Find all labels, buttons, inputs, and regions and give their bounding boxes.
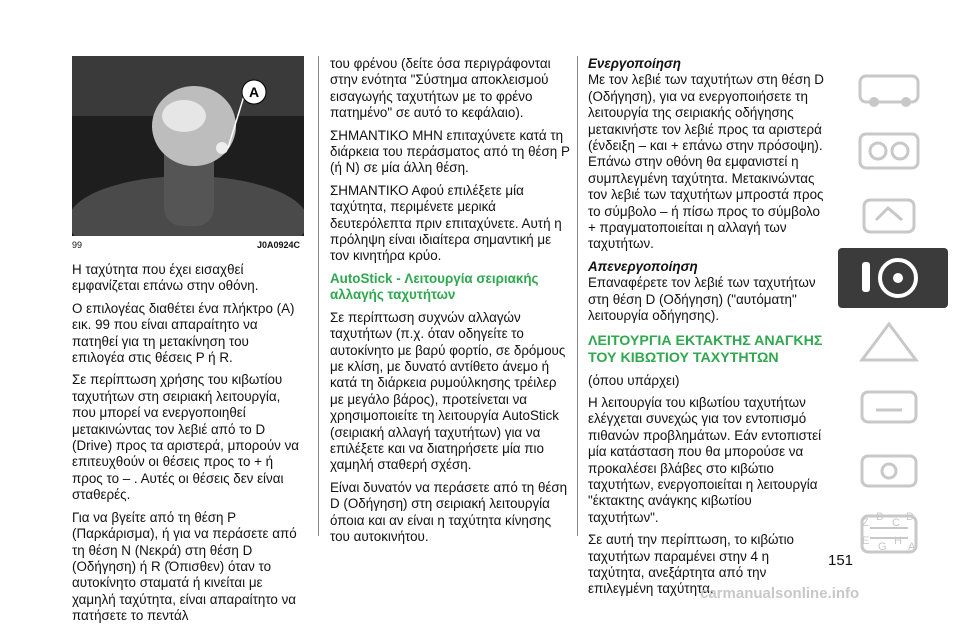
subheading: Απενεργοποίηση bbox=[588, 258, 698, 274]
index-icon bbox=[840, 504, 950, 564]
gear-selector-photo bbox=[72, 56, 304, 236]
paragraph: Σε περίπτωση συχνών αλλαγών ταχυτήτων (π.χ. όταν οδηγείτε το αυτοκίνητο με βαρύ φορτίο, σε δρόμους με κλίση, με δυνατό αντίθετο άνεμο ή κατά τη διάρκεια ρυμούλκησης τρέιλερ με μεγάλο βάρος), προτείνεται να χρησιμοποιείτε τη λειτουργία AutoStick (σειριακή αλλαγή ταχυτήτων) για να επιλέξετε και να διατηρήσετε μία πιο χαμηλή σταθερή σχέση. bbox=[330, 309, 566, 473]
tab-maintenance[interactable] bbox=[838, 440, 948, 500]
maintenance-icon bbox=[856, 446, 926, 494]
steering-wheel-icon bbox=[856, 254, 926, 302]
paragraph: Σε αυτή την περίπτωση, το κιβώτιο ταχυτήτων παραμένει στην 4 η ταχύτητα, ανεξάρτητα από την επιλεγμένη ταχύτητα. bbox=[588, 532, 795, 597]
warning-icon bbox=[856, 318, 926, 366]
paragraph: του φρένου (δείτε όσα περιγράφονται στην ενότητα "Σύστημα αποκλεισμού εισαγωγής ταχυτήτων με το φρένο πατημένο" σε αυτό το κεφάλαιο). bbox=[330, 56, 551, 121]
tab-starting-driving[interactable] bbox=[838, 248, 948, 308]
subheading: Ενεργοποίηση bbox=[588, 56, 681, 71]
column-divider bbox=[577, 56, 578, 536]
safety-icon bbox=[856, 190, 926, 238]
paragraph: (όπου υπάρχει) bbox=[588, 372, 680, 388]
paragraph: Είναι δυνατόν να περάσετε από τη θέση D (Οδήγηση) στη σειριακή λειτουργία όποια και αν είναι η ταχύτητα κίνησης του αυτοκινήτου. bbox=[330, 479, 568, 544]
paragraph: ΣΗΜΑΝΤΙΚΟ Αφού επιλέξετε μία ταχύτητα, περιμένετε μερικά δευτερόλεπτα πριν επιταχύνετε. Αυτή η πρόληψη είναι ιδιαίτερα σημαντική με τον κινητήρα κρύο. bbox=[330, 182, 562, 264]
figure-number: 99 bbox=[72, 240, 83, 250]
column-2 bbox=[330, 56, 570, 551]
car-icon bbox=[856, 62, 926, 110]
paragraph: Η λειτουργία του κιβωτίου ταχυτήτων ελέγχεται συνεχώς για τον εντοπισμό πιθανών προβλημάτων. Εάν εντοπιστεί μία κατάσταση που θα μπορούσε να προκαλέσει βλάβες στο κιβώτιο ταχυτήτων, ενεργοποιείται η λειτουργία "έκτακτης ανάγκης κιβωτίου ταχυτήτων". bbox=[588, 394, 822, 525]
paragraph: Η ταχύτητα που έχει εισαχθεί εμφανίζεται επάνω στην οθόνη. bbox=[72, 262, 259, 294]
index-letter: Z bbox=[862, 517, 869, 529]
tab-dashboard[interactable] bbox=[838, 120, 948, 180]
column-divider bbox=[318, 56, 319, 536]
dashboard-icon bbox=[856, 126, 926, 174]
tab-car-overview[interactable] bbox=[838, 56, 948, 116]
index-letter: E bbox=[862, 535, 870, 547]
paragraph: ΣΗΜΑΝΤΙΚΟ ΜΗΝ επιταχύνετε κατά τη διάρκεια του περάσματος από τη θέση P (ή N) σε μία άλλη θέση. bbox=[330, 127, 570, 176]
paragraph: Με τον λεβιέ των ταχυτήτων στη θέση D (Οδήγηση), για να ενεργοποιήσετε τη λειτουργία της σειριακής οδήγησης μετακινήστε τον λεβιέ προς τα αριστερά (ένδειξη – και + επάνω στην πρόσοψη). Επάνω στην οθόνη θα εμφανιστεί η συμπλεγμένη ταχύτητα. Μετακινώντας τον λεβιέ των ταχυτήτων μπροστά προς το σύμβολο – ή πίσω προς το σύμβολο + πραγματοποιείται η αλλαγή των ταχυτήτων. bbox=[588, 72, 824, 252]
index-letter: A bbox=[908, 541, 916, 553]
tab-index[interactable] bbox=[840, 504, 950, 564]
tab-warning-lights[interactable] bbox=[838, 312, 948, 372]
figure-code: J0A0924C bbox=[256, 240, 300, 250]
index-letter: C bbox=[892, 517, 900, 529]
callout-label: A bbox=[248, 84, 260, 100]
emergency-icon bbox=[856, 382, 926, 430]
section-heading: AutoStick - Λειτουργία σειριακής αλλαγής ταχυτήτων bbox=[330, 270, 539, 303]
paragraph: Σε περίπτωση χρήσης του κιβωτίου ταχυτήτων στη σειριακή λειτουργία, που μπορεί να ενεργοποιηθεί μετακινώντας τον λεβιέ από το D (Drive) προς τα αριστερά, μπορούν να επιτευχθούν οι θέσεις προς το + ή προς το – . Αυτές οι θέσεις δεν είναι σταθερές. bbox=[72, 372, 300, 503]
section-heading: ΛΕΙΤΟΥΡΓΙΑ ΕΚΤΑΚΤΗΣ ΑΝΑΓΚΗΣ ΤΟΥ ΚΙΒΩΤΙΟΥ ΤΑΧΥΤΗΤΩΝ bbox=[588, 332, 823, 366]
watermark: carmanualsonline.info bbox=[700, 585, 860, 602]
page-number: 151 bbox=[828, 552, 854, 569]
paragraph: Επαναφέρετε τον λεβιέ των ταχυτήτων στη θέση D (Οδήγηση) ("αυτόματη" λειτουργία οδήγησης). bbox=[588, 275, 816, 324]
column-1 bbox=[72, 262, 304, 631]
index-letter: B bbox=[876, 511, 884, 523]
index-letter: G bbox=[878, 541, 887, 553]
index-letter: D bbox=[906, 511, 914, 523]
tab-emergency[interactable] bbox=[838, 376, 948, 436]
column-3 bbox=[588, 56, 826, 604]
tab-safety[interactable] bbox=[838, 184, 948, 244]
paragraph: Για να βγείτε από τη θέση P (Παρκάρισμα), ή για να περάσετε από τη θέση N (Νεκρά) στη θέση D (Οδήγηση) ή R (Όπισθεν) όταν το αυτοκίνητο σταματά ή κινείται με χαμηλή ταχύτητα, είναι απαραίτητο να πατήσετε το πεντάλ bbox=[72, 509, 297, 624]
paragraph: Ο επιλογέας διαθέτει ένα πλήκτρο (A) εικ. 99 που είναι απαραίτητο να πατηθεί για τη μετακίνηση του επιλογέα στις θέσεις P ή R. bbox=[72, 300, 295, 366]
index-letter: H bbox=[894, 535, 902, 547]
